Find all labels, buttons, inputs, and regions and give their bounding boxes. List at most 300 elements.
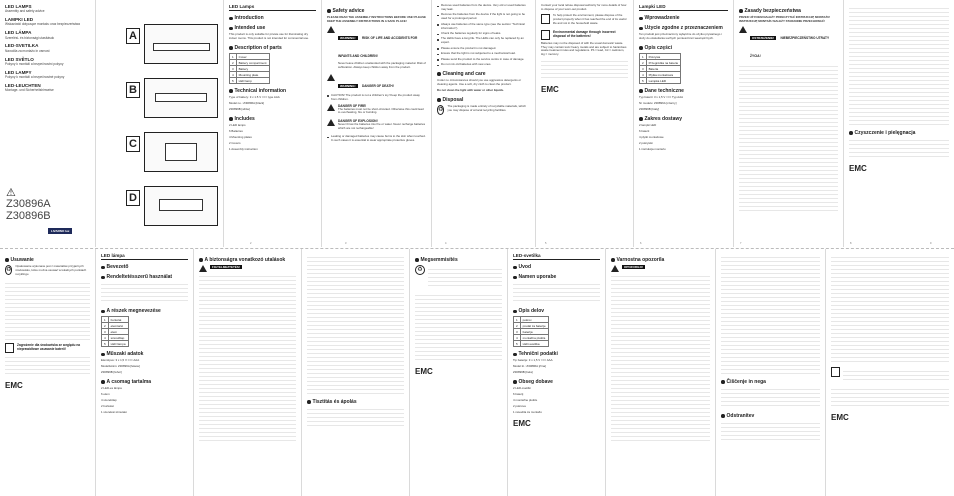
tech-line: Z30896B [fehér] xyxy=(101,370,122,375)
crossed-bin-icon xyxy=(541,30,550,40)
cover-subtitle-4: Pokyny k montáži a bezpečnostní pokyny xyxy=(5,61,64,66)
parts-label: LED lamp xyxy=(236,78,269,84)
includes-item: 2 lampki LED xyxy=(639,122,657,127)
en-env-text: Batteries may not be disposed of with the usual domestic waste. They may contain toxic heavy metals and are subject to hazardous waste treatment rules and regulations. Pb = lead, Cd = cadmium, Hg = mercury. xyxy=(541,40,627,57)
parts-number: 4 xyxy=(640,72,647,78)
pl-tech-list xyxy=(639,96,728,112)
bullet-icon xyxy=(721,414,725,418)
crossed-bin-icon xyxy=(831,367,840,377)
pl-intro-heading: Wprowadzenie xyxy=(639,15,728,21)
figure-label-d: D xyxy=(126,190,140,206)
en-explosion-text: Never throw the batteries into fire or water. Never recharge batteries which are not rechargeable! xyxy=(338,122,426,131)
bullet-icon xyxy=(639,17,643,21)
cover-title-2: LED LÁMPA xyxy=(5,30,32,36)
includes-item: 2 LED-es lámpa xyxy=(101,386,122,391)
parts-label: Mounting plate xyxy=(236,72,269,78)
sl-parts-table xyxy=(513,316,549,347)
en-safety-intro: PLEASE READ THE ASSEMBLY INSTRUCTIONS BEFORE USE! PLEASE KEEP THE ASSEMBLY INSTRUCTIONS IN A SAFE PLACE! xyxy=(327,15,426,23)
warning-triangle-icon xyxy=(739,26,747,33)
tech-line: Nr modelu: Z30896A [czarny] xyxy=(639,101,677,106)
cover-subtitle-6: Montage- und Sicherheitshinweise xyxy=(5,88,54,93)
tech-line: Model št.: Z30896A [črna] xyxy=(513,364,546,369)
en-weee-row xyxy=(541,14,628,28)
en-danger-tag: WARNING! xyxy=(340,83,356,88)
en-parts-heading: Description of parts xyxy=(229,45,316,51)
cover-title-3: LED-SVETILKA xyxy=(5,43,39,49)
pl-column-2 xyxy=(733,0,843,247)
en-warning-head: RISK OF LIFE AND ACCIDENTS FOR INFANTS AND CHILDREN! xyxy=(338,35,418,58)
figure-label-c: C xyxy=(126,136,140,152)
includes-item: 2 pokrova xyxy=(513,403,526,408)
product-code-b: Z30896B xyxy=(6,209,51,222)
safety-bullet: Please send the product to the service centre in case of damage. xyxy=(437,58,530,62)
sl-use-text-block xyxy=(513,282,600,304)
parts-label: szerelőlap xyxy=(108,335,128,341)
bullet-icon xyxy=(639,46,643,50)
parts-number: 3 xyxy=(640,66,647,72)
figure-a xyxy=(144,24,218,64)
safety-bullet: Remove used batteries from the device. Very old or used batteries may leak. xyxy=(437,4,530,12)
pl-disposal-heading: Usuwanie xyxy=(5,257,90,263)
hu-safety-heading: A biztonságra vonatkozó utalások xyxy=(199,257,296,263)
parts-number: 5 xyxy=(514,341,521,347)
bullet-icon xyxy=(5,258,9,262)
includes-item: 4 szerelőlap xyxy=(101,397,117,402)
parts-label: elemtartó xyxy=(108,323,128,329)
hu-use-text-block xyxy=(101,282,188,304)
product-codes xyxy=(6,186,51,222)
parts-number: 2 xyxy=(230,60,237,66)
sl-safety-text-block xyxy=(611,274,710,444)
hu-tech-heading: Műszaki adatok xyxy=(101,351,188,357)
includes-item: 6 baterii xyxy=(639,128,650,133)
includes-item: 4 Mounting plates xyxy=(229,134,252,139)
recycling-icon: ♻ xyxy=(6,267,12,273)
tech-line: Tip baterije: 3 x 1,5 V === AAA xyxy=(513,358,553,363)
bullet-icon xyxy=(513,266,517,270)
parts-label: LED lámpa xyxy=(108,341,128,347)
hu-clean-text-block xyxy=(307,407,404,429)
en-fire-head: DANGER OF FIRE! xyxy=(338,103,367,108)
includes-item: 6 Batteries xyxy=(229,128,243,133)
bullet-icon xyxy=(513,353,517,357)
sl-includes-list xyxy=(513,387,600,415)
parts-row xyxy=(230,78,270,84)
en-fire-text: The batteries must not be short-circuited. Otherwise this could lead to overheating, fire or bursting. xyxy=(338,106,424,115)
bullet-icon xyxy=(229,27,233,31)
parts-label: montažna plošča xyxy=(520,335,548,341)
sheet-top xyxy=(0,0,954,247)
en-env-head: Environmental damage through incorrect disposal of the batteries! xyxy=(553,29,616,38)
pl-clean-text-block xyxy=(849,138,949,160)
parts-label: elem xyxy=(108,329,128,335)
parts-label: Cover xyxy=(236,54,269,60)
sl-column-2 xyxy=(605,249,715,496)
tech-line: Elemtípus: 3 x 1,5 V === AAA xyxy=(101,358,140,363)
includes-item: 4 montažne plošče xyxy=(513,397,538,402)
en-includes-list xyxy=(229,124,316,152)
parts-number: 4 xyxy=(230,72,237,78)
hu-disposal-text-block xyxy=(428,267,502,289)
bullet-icon xyxy=(229,17,233,21)
en-emc-mark: EMC xyxy=(541,85,559,95)
warning-triangle-icon: ⚠ xyxy=(6,187,16,199)
en-intro-heading: Introduction xyxy=(229,15,316,21)
pl-disposal-text: Opakowanie wykonane jest z materiałów przyjaznych środowisku, które można usuwać w lokalnych punktach recyklingu. xyxy=(15,264,87,276)
pl-env-head: Zagrożenie dla środowiska ze względu na nieprawidłowe usuwanie baterii! xyxy=(17,342,81,351)
mounting-plate-outline xyxy=(165,143,197,161)
bullet-icon xyxy=(101,353,105,357)
bullet-icon xyxy=(101,276,105,280)
en-tech-list xyxy=(229,96,316,112)
battery-outline xyxy=(159,199,203,211)
lamp-outline-a xyxy=(153,43,210,51)
warning-triangle-icon xyxy=(199,265,207,272)
sl-env-text-block xyxy=(843,369,949,383)
warning-triangle-icon xyxy=(611,265,619,272)
parts-label: burkolat xyxy=(108,317,128,323)
sl-disposal-text-block-2 xyxy=(831,255,949,365)
bullet-icon xyxy=(513,276,517,280)
bullet-icon xyxy=(307,400,311,404)
bullet-icon xyxy=(721,380,725,384)
hu-column-2 xyxy=(193,249,301,496)
bullet-icon xyxy=(639,27,643,31)
parts-number: 5 xyxy=(640,78,647,84)
page-number: 8 xyxy=(850,242,852,245)
pl-use-heading: Użycie zgodne z przeznaczeniem xyxy=(639,25,728,31)
cover-subtitle-0: Assembly and safety advice xyxy=(5,9,45,14)
parts-label: baterija xyxy=(520,329,548,335)
en-danger-row xyxy=(327,74,426,92)
parts-label: Battery compartment xyxy=(236,60,269,66)
en-disposal-row xyxy=(437,105,530,115)
sl-warning-row xyxy=(611,265,710,272)
pl-clean-heading: Czyszczenie i pielęgnacja xyxy=(849,130,949,136)
sl-disposal-text-block xyxy=(721,421,820,443)
hu-column-4 xyxy=(409,249,507,496)
en-disposal-text-2: Contact your local refuse disposal authority for more details of how to dispose of your worn-out product. xyxy=(541,3,627,11)
parts-number: 5 xyxy=(102,341,109,347)
en-warning-text: Never leave children unattended with the packaging material. Risk of suffocation. Always keep children away from the product. xyxy=(338,60,426,69)
tech-line: Typ baterii: 3 x 1,5 V === Typ AAA xyxy=(639,95,684,100)
cover-subtitle-5: Pokyny k montáži a bezpečnostné pokyny xyxy=(5,74,65,79)
en-text-block xyxy=(541,59,628,81)
parts-number: 3 xyxy=(230,66,237,72)
pl-safety-heading: Zasady bezpieczeństwa xyxy=(739,8,838,14)
parts-number: 1 xyxy=(514,317,521,323)
hu-tech-list xyxy=(101,359,188,375)
en-leak-text: Leaking or damaged batteries may cause burns to the skin when touched. In such cases it is essential to wear appropriate protective gloves. xyxy=(327,135,426,143)
en-includes-heading: Includes xyxy=(229,116,316,122)
pl-title: Lampki LED xyxy=(639,4,728,11)
hu-warning-tag: FIGYELMEZTETÉS! xyxy=(212,265,240,269)
bullet-icon xyxy=(327,9,331,13)
cover-subtitle-3: Navodila za montažo in varnost xyxy=(5,48,50,53)
pl-env-text-block xyxy=(5,355,90,377)
pl-env-row xyxy=(5,343,90,353)
en-env-row xyxy=(541,30,628,40)
includes-item: 6 elem xyxy=(101,391,110,396)
parts-number: 4 xyxy=(514,335,521,341)
bullet-icon xyxy=(229,89,233,93)
sl-column-3 xyxy=(715,249,825,496)
safety-bullet: Remove the batteries from the device if the light is not going to be used for a prolonged period. xyxy=(437,13,530,21)
bullet-icon xyxy=(639,117,643,121)
safety-bullet: Do not mix old batteries with new ones. xyxy=(437,63,530,67)
includes-item: 1 szerelési útmutató xyxy=(101,409,127,414)
fire-warning-icon xyxy=(327,104,335,111)
includes-item: 4 płytki montażowe xyxy=(639,134,664,139)
brand-stamp: LIVARNO lux xyxy=(48,228,72,234)
en-fire-row xyxy=(327,104,426,118)
parts-number: 2 xyxy=(514,323,521,329)
bullet-icon xyxy=(199,258,203,262)
tech-line: Modellszám: Z30896A [fekete] xyxy=(101,364,140,369)
parts-label: Lampka LED xyxy=(646,78,681,84)
includes-item: 2 Covers xyxy=(229,140,241,145)
hu-column-3 xyxy=(301,249,409,496)
pl-safety-intro: PRZED UŻYCIEM NALEŻY PRZECZYTAĆ INSTRUKCJĘ MONTAŻU! INSTRUKCJĘ MONTAŻU NALEŻY STARANNIE PRZECHOWAĆ! xyxy=(739,15,831,23)
hu-includes-list xyxy=(101,387,188,415)
figure-label-a: A xyxy=(126,28,140,44)
sl-column-1 xyxy=(507,249,605,496)
parts-number: 2 xyxy=(102,323,109,329)
cover-title-6: LED-LEUCHTEN xyxy=(5,82,41,88)
hu-title: LED lámpa xyxy=(101,253,188,260)
recycling-icon: ♻ xyxy=(415,265,425,275)
sl-title: LED-svetilka xyxy=(513,253,600,260)
parts-number: 1 xyxy=(640,54,647,60)
pl-disposal-column xyxy=(0,249,95,496)
safety-bullet: Check the batteries regularly for signs of leaks. xyxy=(437,32,530,36)
parts-label: LED-svetilka xyxy=(520,341,548,347)
cover-title-1: LAMPKI LED xyxy=(5,17,34,23)
hu-disposal-text-block-2 xyxy=(415,293,502,363)
warning-triangle-icon xyxy=(327,26,335,33)
includes-item: 1 navodila za montažo xyxy=(513,409,542,414)
bullet-icon xyxy=(415,258,419,262)
hu-disposal-heading: Megsemmisítés xyxy=(415,257,502,263)
sl-env-row xyxy=(831,367,949,385)
bullet-icon xyxy=(639,89,643,93)
en-column-1 xyxy=(223,0,321,247)
figures-column xyxy=(95,0,223,247)
pl-safety-text-block xyxy=(739,64,838,214)
pl-tech-heading: Dane techniczne xyxy=(639,88,728,94)
page-number: 6 xyxy=(640,242,642,245)
en-column-3 xyxy=(431,0,535,247)
lamp-outline-b xyxy=(155,93,207,102)
figure-b xyxy=(144,78,218,118)
en-explosion-row xyxy=(327,119,426,133)
hu-safety-text-block-2 xyxy=(307,255,404,395)
parts-number: 2 xyxy=(640,60,647,66)
en-use-heading: Intended use xyxy=(229,25,316,31)
page-number: 5 xyxy=(545,242,547,245)
hu-intro-heading: Bevezető xyxy=(101,264,188,270)
bullet-icon xyxy=(229,117,233,121)
crossed-bin-icon xyxy=(541,14,550,24)
parts-number: 1 xyxy=(102,317,109,323)
sl-tech-list xyxy=(513,359,600,375)
sl-emc-mark: EMC xyxy=(513,418,531,428)
page-number: 7 xyxy=(740,242,742,245)
en-explosion-head: DANGER OF EXPLOSION! xyxy=(338,119,378,124)
hu-emc-mark: EMC xyxy=(415,367,433,376)
cover-title-5: LED LAMPY xyxy=(5,69,32,75)
hu-disposal-row xyxy=(415,265,502,291)
pl-disposal-text-block xyxy=(5,281,90,341)
cover-subtitle-1: Wskazówki dotyczące montażu oraz bezpieczeństwa xyxy=(5,22,80,27)
bullet-icon xyxy=(229,46,233,50)
sl-use-heading: Namen uporabe xyxy=(513,274,600,280)
bullet-icon xyxy=(101,310,105,314)
en-danger-head: DANGER OF DEATH! xyxy=(361,83,394,88)
pl-parts-table xyxy=(639,53,681,84)
hu-safety-text-block xyxy=(199,274,296,444)
bullet-icon xyxy=(849,131,853,135)
explosion-warning-icon xyxy=(327,119,335,126)
bullet-icon xyxy=(611,258,615,262)
parts-row xyxy=(514,341,549,347)
tech-line: Z30896B [biały] xyxy=(639,106,660,111)
tech-line: Z30896B [white] xyxy=(229,106,250,111)
en-safety-heading: Safety advice xyxy=(327,8,426,14)
bullet-icon xyxy=(101,266,105,270)
cover-language-list xyxy=(5,4,90,93)
hu-column-1 xyxy=(95,249,193,496)
pl-column-1 xyxy=(633,0,733,247)
sl-column-4 xyxy=(825,249,954,496)
en-column-4 xyxy=(535,0,633,247)
parts-number: 4 xyxy=(102,335,109,341)
en-column-2 xyxy=(321,0,431,247)
product-code-a: Z30896A xyxy=(6,198,51,210)
parts-number: 1 xyxy=(230,54,237,60)
includes-item: 2 burkolat xyxy=(101,403,114,408)
tech-line: Z30896B [bela] xyxy=(513,370,533,375)
en-clean-bold: Do not clean the light with water or other liquids. xyxy=(437,87,504,92)
figure-d xyxy=(144,186,218,226)
pl-emc-mark-2: EMC xyxy=(5,380,23,390)
sl-env-text-block-2 xyxy=(831,387,949,409)
safety-bullet: Please ensure the product is not damaged. xyxy=(437,47,530,51)
pl-warning-row xyxy=(739,26,838,62)
recycling-icon: ♻ xyxy=(438,106,444,113)
hu-parts-heading: A részek megnevezése xyxy=(101,308,188,314)
en-tech-heading: Technical information xyxy=(229,88,316,94)
tech-line: Type of battery: 3 x 1.5 V === type AAA xyxy=(229,95,280,100)
pl-safety-text-block-2 xyxy=(849,6,949,126)
bullet-icon xyxy=(739,9,743,13)
parts-row xyxy=(102,341,129,347)
pl-disposal-row xyxy=(5,265,90,279)
en-safety-bullets xyxy=(437,4,530,67)
hu-warning-row xyxy=(199,265,296,272)
pl-use-text: Ten produkt jest przeznaczony wyłącznie do użytku prywatnego i służy do oświetlania suchych pomieszczeń wewnętrznych. xyxy=(639,32,722,41)
parts-label: pokrov xyxy=(520,317,548,323)
pl-emc-mark: EMC xyxy=(849,164,867,173)
includes-item: 2 LED-svetilki xyxy=(513,386,531,391)
sl-safety-heading: Varnostna opozorila xyxy=(611,257,710,263)
hu-clean-heading: Tisztítás és ápolás xyxy=(307,399,404,405)
parts-label: predal za baterije xyxy=(520,323,548,329)
sl-clean-heading: Čiščenje in nega xyxy=(721,379,820,385)
sl-safety-text-block-2 xyxy=(721,255,820,375)
bullet-icon xyxy=(101,380,105,384)
hu-includes-heading: A csomag tartalma xyxy=(101,379,188,385)
en-parts-table xyxy=(229,53,270,84)
bullet-icon xyxy=(513,310,517,314)
en-clean-heading: Cleaning and care xyxy=(437,71,530,77)
bullet-icon xyxy=(437,98,441,102)
figure-c xyxy=(144,132,218,172)
cover-subtitle-2: Szerelési- és biztonsági utasítások xyxy=(5,35,55,40)
hu-parts-table xyxy=(101,316,129,347)
sl-tech-heading: Tehnični podatki xyxy=(513,351,600,357)
parts-label: Bateria xyxy=(646,66,681,72)
tech-line: Model no.: Z30896A [black] xyxy=(229,101,265,106)
safety-bullet: Ensure that the light is not subjected to a mechanical load. xyxy=(437,52,530,56)
sl-emc-mark-2: EMC xyxy=(831,413,849,422)
parts-label: Płytka montażowa xyxy=(646,72,681,78)
sl-clean-text-block xyxy=(721,387,820,409)
parts-number: 5 xyxy=(230,78,237,84)
pl-column-3 xyxy=(843,0,954,247)
en-clean-text: Under no circumstances should you use aggressive detergents or cleaning agents. Use a soft, dry cloth to clean the product. xyxy=(437,77,522,86)
cover-title-4: LED SVĚTLO xyxy=(5,56,34,62)
includes-item: 1 instrukcja montażu xyxy=(639,146,666,151)
hu-use-heading: Rendeltetésszerű használat xyxy=(101,274,188,280)
parts-number: 3 xyxy=(102,329,109,335)
cover-column xyxy=(0,0,95,247)
sl-intro-heading: Uvod xyxy=(513,264,600,270)
cover-title-0: LED LAMPS xyxy=(5,4,32,9)
parts-row xyxy=(640,78,681,84)
en-title: LED Lamps xyxy=(229,4,316,11)
warning-triangle-icon xyxy=(327,74,335,81)
parts-label: Pokrywa xyxy=(646,54,681,60)
safety-bullet: The LEDs have a long life. The LEDs can only be replaced by an expert. xyxy=(437,37,530,45)
en-disposal-text: The packaging is made entirely of recyclable materials, which you may dispose of at local recycling facilities. xyxy=(447,103,526,112)
pl-warning-head: NIEBEZPIECZEŃSTWO UTRATY ŻYCIA! xyxy=(750,35,830,58)
page-number: 2 xyxy=(250,242,252,245)
en-warning-tag: WARNING! xyxy=(340,35,356,40)
pl-parts-heading: Opis części xyxy=(639,45,728,51)
sl-parts-heading: Opis delov xyxy=(513,308,600,314)
parts-label: Battery xyxy=(236,66,269,72)
parts-number: 3 xyxy=(514,329,521,335)
parts-label: Przegródka na baterie xyxy=(646,60,681,66)
sl-includes-heading: Obseg dobave xyxy=(513,379,600,385)
includes-item: 2 pokrywki xyxy=(639,140,653,145)
en-warning-row xyxy=(327,26,426,72)
en-disposal-text-3: To help protect the environment, please dispose of the product properly when it has reached the end of its useful life and not in the household waste. xyxy=(553,12,627,25)
en-disposal-heading: Disposal xyxy=(437,97,530,103)
sheet-bottom xyxy=(0,248,954,496)
safety-bullet: Always use batteries of the same type (see the section "Technical information"). xyxy=(437,23,530,31)
pl-warning-tag: OSTRZEŻENIE! xyxy=(752,35,775,40)
includes-item: 1 Assembly instruction xyxy=(229,146,258,151)
includes-item: 6 baterij xyxy=(513,391,524,396)
crossed-bin-icon xyxy=(5,343,14,353)
page-number: 9 xyxy=(930,242,932,245)
page-number: 4 xyxy=(445,242,447,245)
sl-warning-tag: OPOZORILO! xyxy=(624,265,643,269)
figure-label-b: B xyxy=(126,82,140,98)
pl-includes-heading: Zakres dostawy xyxy=(639,116,728,122)
